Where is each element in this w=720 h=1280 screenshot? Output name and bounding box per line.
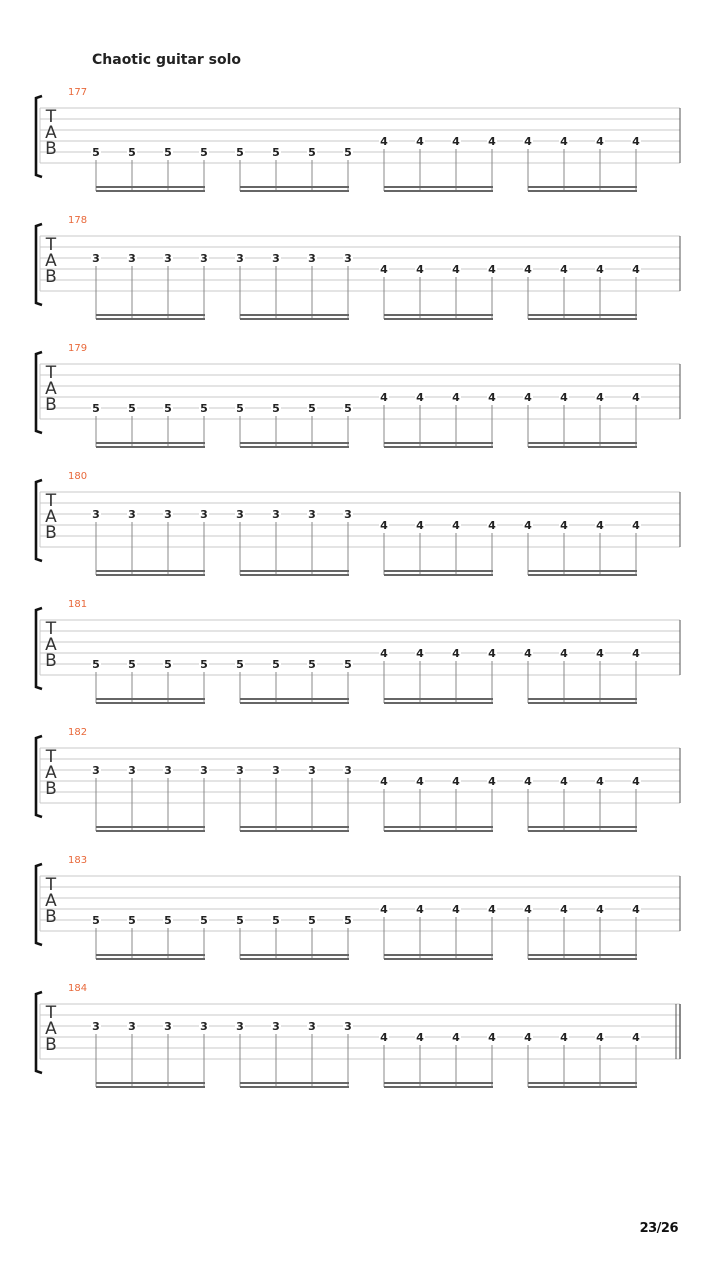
tab-system (36, 471, 680, 576)
fret-number: 3 (272, 764, 280, 777)
fret-number: 5 (200, 146, 208, 159)
fret-number: 3 (236, 252, 244, 265)
fret-number: 3 (92, 1020, 100, 1033)
fret-number: 5 (200, 914, 208, 927)
fret-number: 4 (524, 775, 532, 788)
beam-secondary (240, 702, 349, 704)
fret-number: 4 (488, 903, 496, 916)
beam-primary (528, 826, 637, 828)
beam-primary (384, 570, 493, 572)
fret-number: 3 (128, 1020, 136, 1033)
fret-number: 4 (380, 519, 388, 532)
page-number: 23/26 (639, 1221, 678, 1236)
fret-number: 5 (92, 146, 100, 159)
fret-number: 3 (200, 1020, 208, 1033)
fret-number: 4 (380, 775, 388, 788)
fret-number: 5 (128, 146, 136, 159)
fret-number: 5 (272, 658, 280, 671)
tab-clef-letter: T (45, 107, 57, 127)
fret-number: 4 (452, 391, 460, 404)
tab-clef-letter: B (45, 1035, 57, 1055)
fret-number: 4 (416, 135, 424, 148)
fret-number: 5 (128, 658, 136, 671)
tab-clef-letter: T (45, 491, 57, 511)
fret-number: 4 (452, 647, 460, 660)
beam-primary (96, 698, 205, 700)
beam-primary (96, 826, 205, 828)
beam-primary (528, 442, 637, 444)
tab-clef-letter: B (45, 395, 57, 415)
fret-number: 4 (452, 903, 460, 916)
fret-number: 5 (164, 914, 172, 927)
tab-clef-letter: A (45, 123, 57, 143)
fret-number: 4 (452, 775, 460, 788)
fret-number: 5 (344, 402, 352, 415)
tab-system (36, 215, 680, 320)
fret-number: 3 (164, 1020, 172, 1033)
beam-secondary (384, 318, 493, 320)
fret-number: 4 (380, 1031, 388, 1044)
fret-number: 4 (380, 903, 388, 916)
fret-number: 4 (524, 1031, 532, 1044)
fret-number: 4 (524, 135, 532, 148)
beam-primary (240, 1082, 349, 1084)
fret-number: 4 (488, 775, 496, 788)
fret-number: 4 (560, 647, 568, 660)
tab-clef-letter: A (45, 507, 57, 527)
fret-number: 4 (596, 647, 604, 660)
beam-secondary (96, 830, 205, 832)
fret-number: 4 (488, 263, 496, 276)
fret-number: 5 (164, 402, 172, 415)
beam-secondary (528, 446, 637, 448)
beam-secondary (240, 958, 349, 960)
beam-primary (528, 954, 637, 956)
fret-number: 5 (308, 402, 316, 415)
fret-number: 5 (308, 146, 316, 159)
fret-number: 3 (200, 508, 208, 521)
fret-number: 5 (236, 658, 244, 671)
beam-secondary (384, 446, 493, 448)
fret-number: 3 (128, 764, 136, 777)
fret-number: 4 (452, 519, 460, 532)
fret-number: 4 (632, 519, 640, 532)
measure-number: 179 (68, 343, 88, 354)
beam-secondary (528, 318, 637, 320)
fret-number: 4 (596, 263, 604, 276)
fret-number: 3 (164, 252, 172, 265)
fret-number: 4 (524, 263, 532, 276)
fret-number: 3 (236, 764, 244, 777)
beam-secondary (240, 1086, 349, 1088)
fret-number: 4 (524, 647, 532, 660)
fret-number: 4 (632, 391, 640, 404)
fret-number: 3 (92, 764, 100, 777)
fret-number: 4 (488, 1031, 496, 1044)
beam-primary (384, 314, 493, 316)
section-title: Chaotic guitar solo (92, 52, 242, 68)
beam-secondary (96, 574, 205, 576)
tab-clef-letter: A (45, 379, 57, 399)
fret-number: 4 (560, 519, 568, 532)
tab-clef-letter: B (45, 523, 57, 543)
fret-number: 5 (272, 146, 280, 159)
fret-number: 4 (416, 391, 424, 404)
fret-number: 3 (92, 508, 100, 521)
fret-number: 5 (164, 146, 172, 159)
tab-clef-letter: B (45, 907, 57, 927)
fret-number: 4 (524, 903, 532, 916)
tab-clef-letter: A (45, 891, 57, 911)
tab-clef-letter: A (45, 251, 57, 271)
tab-clef-letter: T (45, 875, 57, 895)
tab-system (36, 855, 680, 960)
beam-primary (240, 442, 349, 444)
beam-primary (384, 698, 493, 700)
beam-secondary (384, 958, 493, 960)
beam-primary (384, 186, 493, 188)
fret-number: 3 (344, 1020, 352, 1033)
beam-secondary (96, 1086, 205, 1088)
fret-number: 4 (416, 903, 424, 916)
beam-secondary (240, 574, 349, 576)
beam-primary (240, 698, 349, 700)
beam-primary (528, 1082, 637, 1084)
fret-number: 3 (308, 1020, 316, 1033)
fret-number: 5 (344, 658, 352, 671)
fret-number: 4 (452, 135, 460, 148)
beam-primary (384, 826, 493, 828)
fret-number: 5 (272, 402, 280, 415)
fret-number: 4 (452, 263, 460, 276)
fret-number: 5 (164, 658, 172, 671)
fret-number: 5 (236, 914, 244, 927)
fret-number: 3 (344, 252, 352, 265)
beam-secondary (240, 190, 349, 192)
measure-number: 182 (68, 727, 88, 738)
fret-number: 4 (380, 647, 388, 660)
fret-number: 3 (200, 764, 208, 777)
beam-primary (96, 954, 205, 956)
beam-secondary (384, 190, 493, 192)
beam-primary (240, 314, 349, 316)
fret-number: 3 (128, 508, 136, 521)
fret-number: 3 (164, 508, 172, 521)
fret-number: 4 (380, 263, 388, 276)
fret-number: 5 (92, 658, 100, 671)
beam-secondary (96, 190, 205, 192)
beam-primary (96, 314, 205, 316)
tab-clef-letter: B (45, 651, 57, 671)
fret-number: 4 (632, 903, 640, 916)
beam-secondary (96, 702, 205, 704)
beam-primary (96, 570, 205, 572)
beam-secondary (384, 702, 493, 704)
fret-number: 3 (344, 764, 352, 777)
beam-secondary (240, 318, 349, 320)
fret-number: 3 (272, 1020, 280, 1033)
fret-number: 5 (200, 402, 208, 415)
measure-number: 177 (68, 87, 88, 98)
beam-secondary (528, 830, 637, 832)
fret-number: 3 (200, 252, 208, 265)
fret-number: 5 (92, 914, 100, 927)
fret-number: 4 (596, 391, 604, 404)
tab-clef-letter: B (45, 139, 57, 159)
beam-primary (528, 314, 637, 316)
tab-clef-letter: B (45, 267, 57, 287)
beam-primary (240, 954, 349, 956)
fret-number: 3 (272, 508, 280, 521)
tab-system (36, 599, 680, 704)
beam-secondary (96, 318, 205, 320)
fret-number: 3 (236, 508, 244, 521)
tab-system (36, 727, 680, 832)
fret-number: 4 (416, 647, 424, 660)
fret-number: 4 (560, 1031, 568, 1044)
fret-number: 4 (380, 391, 388, 404)
fret-number: 4 (560, 903, 568, 916)
fret-number: 5 (308, 658, 316, 671)
tab-clef-letter: A (45, 635, 57, 655)
beam-secondary (96, 446, 205, 448)
beam-secondary (528, 190, 637, 192)
beam-secondary (240, 446, 349, 448)
fret-number: 4 (488, 519, 496, 532)
fret-number: 3 (344, 508, 352, 521)
fret-number: 4 (488, 391, 496, 404)
beam-primary (240, 570, 349, 572)
fret-number: 4 (488, 647, 496, 660)
fret-number: 4 (416, 1031, 424, 1044)
fret-number: 4 (596, 903, 604, 916)
fret-number: 5 (344, 914, 352, 927)
fret-number: 5 (236, 402, 244, 415)
fret-number: 5 (236, 146, 244, 159)
beam-secondary (528, 702, 637, 704)
fret-number: 4 (524, 391, 532, 404)
beam-primary (384, 442, 493, 444)
beam-secondary (240, 830, 349, 832)
beam-primary (96, 1082, 205, 1084)
fret-number: 4 (452, 1031, 460, 1044)
beam-secondary (384, 1086, 493, 1088)
fret-number: 5 (344, 146, 352, 159)
fret-number: 5 (92, 402, 100, 415)
fret-number: 4 (488, 135, 496, 148)
measure-number: 178 (68, 215, 88, 226)
beam-primary (528, 186, 637, 188)
tab-clef-letter: T (45, 363, 57, 383)
beam-primary (528, 698, 637, 700)
fret-number: 4 (632, 775, 640, 788)
beam-primary (384, 954, 493, 956)
beam-secondary (528, 1086, 637, 1088)
fret-number: 5 (272, 914, 280, 927)
beam-primary (96, 442, 205, 444)
tab-clef-letter: B (45, 779, 57, 799)
fret-number: 4 (380, 135, 388, 148)
fret-number: 4 (632, 647, 640, 660)
fret-number: 4 (416, 263, 424, 276)
fret-number: 4 (632, 135, 640, 148)
fret-number: 3 (92, 252, 100, 265)
beam-secondary (528, 574, 637, 576)
fret-number: 5 (128, 914, 136, 927)
fret-number: 4 (560, 135, 568, 148)
beam-primary (240, 186, 349, 188)
tab-system (36, 343, 680, 448)
beam-secondary (384, 574, 493, 576)
measure-number: 180 (68, 471, 88, 482)
fret-number: 3 (308, 252, 316, 265)
fret-number: 5 (128, 402, 136, 415)
fret-number: 3 (128, 252, 136, 265)
fret-number: 4 (524, 519, 532, 532)
fret-number: 4 (560, 263, 568, 276)
fret-number: 4 (632, 263, 640, 276)
beam-secondary (384, 830, 493, 832)
fret-number: 4 (560, 775, 568, 788)
fret-number: 5 (200, 658, 208, 671)
fret-number: 3 (308, 508, 316, 521)
measure-number: 184 (68, 983, 88, 994)
measure-number: 183 (68, 855, 88, 866)
fret-number: 4 (596, 519, 604, 532)
tab-clef-letter: T (45, 619, 57, 639)
tab-clef-letter: A (45, 1019, 57, 1039)
fret-number: 4 (632, 1031, 640, 1044)
fret-number: 4 (596, 1031, 604, 1044)
fret-number: 3 (236, 1020, 244, 1033)
fret-number: 4 (416, 519, 424, 532)
fret-number: 3 (164, 764, 172, 777)
beam-primary (528, 570, 637, 572)
beam-primary (96, 186, 205, 188)
fret-number: 3 (272, 252, 280, 265)
fret-number: 4 (560, 391, 568, 404)
fret-number: 4 (416, 775, 424, 788)
measure-number: 181 (68, 599, 88, 610)
fret-number: 4 (596, 775, 604, 788)
beam-secondary (96, 958, 205, 960)
fret-number: 4 (596, 135, 604, 148)
beam-primary (240, 826, 349, 828)
beam-primary (384, 1082, 493, 1084)
tab-clef-letter: T (45, 235, 57, 255)
beam-secondary (528, 958, 637, 960)
tab-clef-letter: T (45, 1003, 57, 1023)
tab-clef-letter: A (45, 763, 57, 783)
tab-system (36, 983, 680, 1088)
tab-clef-letter: T (45, 747, 57, 767)
fret-number: 5 (308, 914, 316, 927)
tab-system (36, 87, 680, 192)
fret-number: 3 (308, 764, 316, 777)
